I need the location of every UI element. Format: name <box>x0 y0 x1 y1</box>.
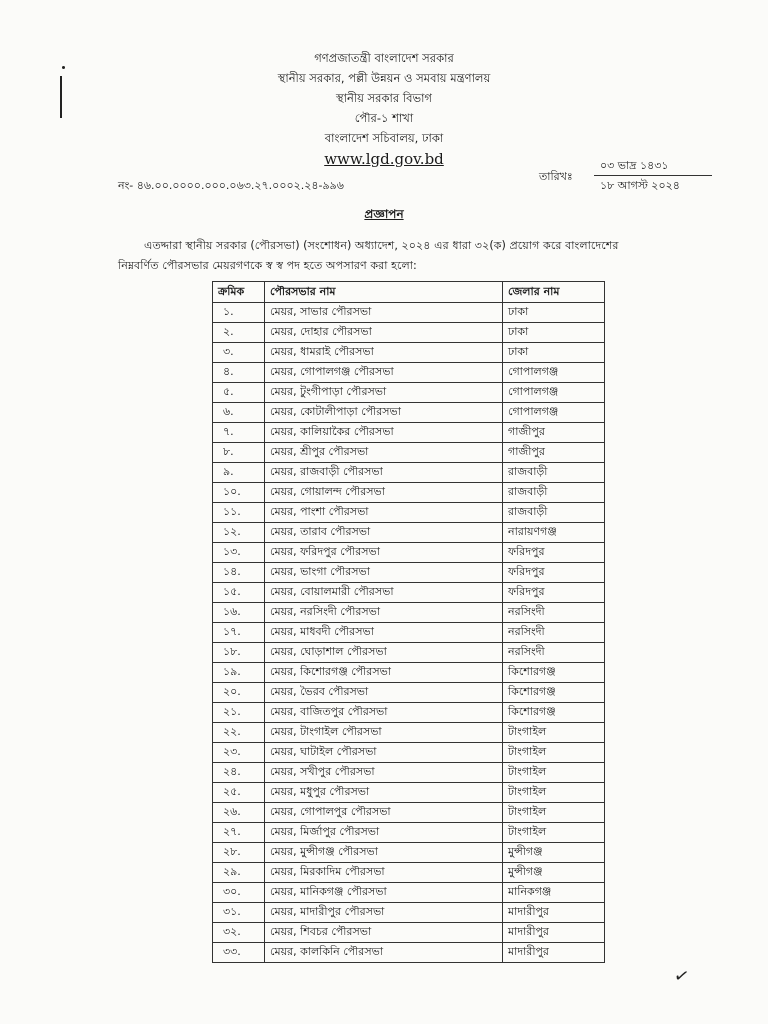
table-row <box>213 703 605 723</box>
row-serial: ২৮. <box>213 843 265 863</box>
row-serial: ৩১. <box>213 903 265 923</box>
paragraph-line-1: এতদ্দারা স্থানীয় সরকার (পৌরসভা) (সংশোধন) অধ্যাদেশ, ২০২৪ এর ধারা ৩২(ক) প্রয়োগ করে বাংলাদেশের <box>144 239 619 252</box>
row-municipality: মেয়র, মধুপুর পৌরসভা <box>265 783 503 803</box>
row-serial: ৯. <box>213 463 265 483</box>
table-row <box>213 463 605 483</box>
row-district: রাজবাড়ী <box>503 503 605 523</box>
row-serial: ৫. <box>213 383 265 403</box>
row-district: টাংগাইল <box>503 723 605 743</box>
row-serial: ২৭. <box>213 823 265 843</box>
row-municipality: মেয়র, কিশোরগঞ্জ পৌরসভা <box>265 663 503 683</box>
row-district: নরসিংদী <box>503 603 605 623</box>
row-district: নরসিংদী <box>503 623 605 643</box>
row-district: ফরিদপুর <box>503 563 605 583</box>
row-district: মানিকগঞ্জ <box>503 883 605 903</box>
table-row <box>213 363 605 383</box>
table-row <box>213 343 605 363</box>
row-municipality: মেয়র, তারাব পৌরসভা <box>265 523 503 543</box>
row-serial: ১৫. <box>213 583 265 603</box>
table-row <box>213 783 605 803</box>
table-row <box>213 683 605 703</box>
table-row <box>213 443 605 463</box>
row-serial: ২২. <box>213 723 265 743</box>
table-row <box>213 623 605 643</box>
row-municipality: মেয়র, মুন্সীগঞ্জ পৌরসভা <box>265 843 503 863</box>
row-serial: ২০. <box>213 683 265 703</box>
date-bangla: ০৩ ভাদ্র ১৪৩১ <box>594 156 712 176</box>
row-district: মাদারীপুর <box>503 903 605 923</box>
table-row <box>213 643 605 663</box>
table-row <box>213 883 605 903</box>
row-serial: ২৯. <box>213 863 265 883</box>
mayor-removal-table <box>212 281 605 963</box>
row-district: টাংগাইল <box>503 803 605 823</box>
row-municipality: মেয়র, ভৈরব পৌরসভা <box>265 683 503 703</box>
table-body <box>213 303 605 963</box>
table-row <box>213 323 605 343</box>
row-municipality: মেয়র, মাধবদী পৌরসভা <box>265 623 503 643</box>
row-district: ফরিদপুর <box>503 583 605 603</box>
table-row <box>213 943 605 963</box>
row-serial: ৩০. <box>213 883 265 903</box>
row-serial: ৭. <box>213 423 265 443</box>
row-municipality: মেয়র, গোপালপুর পৌরসভা <box>265 803 503 823</box>
row-district: ঢাকা <box>503 323 605 343</box>
notification-paragraph <box>118 236 714 276</box>
row-serial: ২১. <box>213 703 265 723</box>
table-row <box>213 543 605 563</box>
table-row <box>213 503 605 523</box>
table-row <box>213 663 605 683</box>
row-district: মাদারীপুর <box>503 923 605 943</box>
row-municipality: মেয়র, কালকিনি পৌরসভা <box>265 943 503 963</box>
row-serial: ১৭. <box>213 623 265 643</box>
table-row <box>213 823 605 843</box>
table-row <box>213 563 605 583</box>
row-municipality: মেয়র, গোয়ালন্দ পৌরসভা <box>265 483 503 503</box>
row-municipality: মেয়র, ধামরাই পৌরসভা <box>265 343 503 363</box>
row-municipality: মেয়র, টুংগীপাড়া পৌরসভা <box>265 383 503 403</box>
table-row <box>213 303 605 323</box>
row-serial: ২৬. <box>213 803 265 823</box>
row-municipality: মেয়র, বোয়ালমারী পৌরসভা <box>265 583 503 603</box>
row-district: রাজবাড়ী <box>503 463 605 483</box>
table-row <box>213 743 605 763</box>
paragraph-line-2: নিম্নবর্ণিত পৌরসভার মেয়রগণকে স্ব স্ব পদ হতে অপসারণ করা হলো: <box>118 259 417 272</box>
row-district: রাজবাড়ী <box>503 483 605 503</box>
row-serial: ১৯. <box>213 663 265 683</box>
row-serial: ২. <box>213 323 265 343</box>
check-mark-icon: ✓ <box>671 964 692 989</box>
row-district: গোপালগঞ্জ <box>503 403 605 423</box>
row-district: মুন্সীগঞ্জ <box>503 863 605 883</box>
row-serial: ৬. <box>213 403 265 423</box>
document-title <box>0 206 768 226</box>
row-serial: ১১. <box>213 503 265 523</box>
row-serial: ১২. <box>213 523 265 543</box>
row-municipality: মেয়র, টাংগাইল পৌরসভা <box>265 723 503 743</box>
row-district: ঢাকা <box>503 303 605 323</box>
row-district: ফরিদপুর <box>503 543 605 563</box>
row-municipality: মেয়র, শিবচর পৌরসভা <box>265 923 503 943</box>
document-title-text: প্রজ্ঞাপন <box>364 207 404 221</box>
date-block <box>594 156 712 195</box>
division-name: স্থানীয় সরকার বিভাগ <box>336 91 432 105</box>
table-row <box>213 863 605 883</box>
office-address: বাংলাদেশ সচিবালয়, ঢাকা <box>324 131 444 145</box>
row-district: কিশোরগঞ্জ <box>503 683 605 703</box>
row-district: মাদারীপুর <box>503 943 605 963</box>
row-municipality: মেয়র, মির্জাপুর পৌরসভা <box>265 823 503 843</box>
row-serial: ৩৩. <box>213 943 265 963</box>
row-municipality: মেয়র, শ্রীপুর পৌরসভা <box>265 443 503 463</box>
row-municipality: মেয়র, ঘাটাইল পৌরসভা <box>265 743 503 763</box>
row-serial: ১০. <box>213 483 265 503</box>
row-district: গাজীপুর <box>503 443 605 463</box>
row-municipality: মেয়র, সাভার পৌরসভা <box>265 303 503 323</box>
row-district: ঢাকা <box>503 343 605 363</box>
row-municipality: মেয়র, মিরকাদিম পৌরসভা <box>265 863 503 883</box>
row-municipality: মেয়র, পাংশা পৌরসভা <box>265 503 503 523</box>
table-row <box>213 523 605 543</box>
row-serial: ৪. <box>213 363 265 383</box>
row-district: গোপালগঞ্জ <box>503 383 605 403</box>
row-municipality: মেয়র, রাজবাড়ী পৌরসভা <box>265 463 503 483</box>
row-district: গোপালগঞ্জ <box>503 363 605 383</box>
row-municipality: মেয়র, কোটালীপাড়া পৌরসভা <box>265 403 503 423</box>
row-serial: ১৮. <box>213 643 265 663</box>
row-district: কিশোরগঞ্জ <box>503 703 605 723</box>
row-municipality: মেয়র, নরসিংদী পৌরসভা <box>265 603 503 623</box>
column-header-serial: ক্রমিক <box>213 282 265 303</box>
row-municipality: মেয়র, মাদারীপুর পৌরসভা <box>265 903 503 923</box>
row-serial: ৮. <box>213 443 265 463</box>
row-serial: ৩২. <box>213 923 265 943</box>
government-name: গণপ্রজাতন্ত্রী বাংলাদেশ সরকার <box>314 51 454 65</box>
row-serial: ১৬. <box>213 603 265 623</box>
row-district: নরসিংদী <box>503 643 605 663</box>
row-serial: ৩. <box>213 343 265 363</box>
website-link[interactable]: www.lgd.gov.bd <box>324 150 444 168</box>
row-municipality: মেয়র, ঘোড়াশাল পৌরসভা <box>265 643 503 663</box>
column-header-municipality: পৌরসভার নাম <box>265 282 503 303</box>
row-municipality: মেয়র, সখীপুর পৌরসভা <box>265 763 503 783</box>
memo-number: নং- ৪৬.০০.০০০০.০০০.০৬৩.২৭.০০০২.২৪-৯৯৬ <box>118 179 344 192</box>
table-row <box>213 603 605 623</box>
table-row <box>213 483 605 503</box>
row-municipality: মেয়র, দোহার পৌরসভা <box>265 323 503 343</box>
row-municipality: মেয়র, ফরিদপুর পৌরসভা <box>265 543 503 563</box>
table-row <box>213 383 605 403</box>
row-serial: ১৪. <box>213 563 265 583</box>
row-municipality: মেয়র, কালিয়াকৈর পৌরসভা <box>265 423 503 443</box>
row-municipality: মেয়র, মানিকগঞ্জ পৌরসভা <box>265 883 503 903</box>
row-district: নারায়ণগঞ্জ <box>503 523 605 543</box>
row-district: টাংগাইল <box>503 783 605 803</box>
row-district: টাংগাইল <box>503 823 605 843</box>
table-row <box>213 583 605 603</box>
row-serial: ১৩. <box>213 543 265 563</box>
table-row <box>213 423 605 443</box>
table-header-row <box>213 282 605 303</box>
row-district: গাজীপুর <box>503 423 605 443</box>
table-row <box>213 923 605 943</box>
column-header-district: জেলার নাম <box>503 282 605 303</box>
row-district: টাংগাইল <box>503 743 605 763</box>
row-municipality: মেয়র, ভাংগা পৌরসভা <box>265 563 503 583</box>
date-label: তারিখঃ <box>539 170 573 183</box>
row-municipality: মেয়র, বাজিতপুর পৌরসভা <box>265 703 503 723</box>
row-district: টাংগাইল <box>503 763 605 783</box>
date-gregorian: ১৮ আগস্ট ২০২৪ <box>600 179 680 192</box>
table-row <box>213 723 605 743</box>
table-row <box>213 763 605 783</box>
row-district: মুন্সীগঞ্জ <box>503 843 605 863</box>
row-serial: ২৩. <box>213 743 265 763</box>
row-municipality: মেয়র, গোপালগঞ্জ পৌরসভা <box>265 363 503 383</box>
ministry-name: স্থানীয় সরকার, পল্লী উন্নয়ন ও সমবায় মন্ত্রণালয় <box>277 71 491 85</box>
letterhead <box>0 48 768 169</box>
row-district: কিশোরগঞ্জ <box>503 663 605 683</box>
row-serial: ১. <box>213 303 265 323</box>
table-row <box>213 843 605 863</box>
row-serial: ২৫. <box>213 783 265 803</box>
branch-name: পৌর-১ শাখা <box>354 111 414 125</box>
row-serial: ২৪. <box>213 763 265 783</box>
table-row <box>213 903 605 923</box>
table-row <box>213 803 605 823</box>
table-row <box>213 403 605 423</box>
